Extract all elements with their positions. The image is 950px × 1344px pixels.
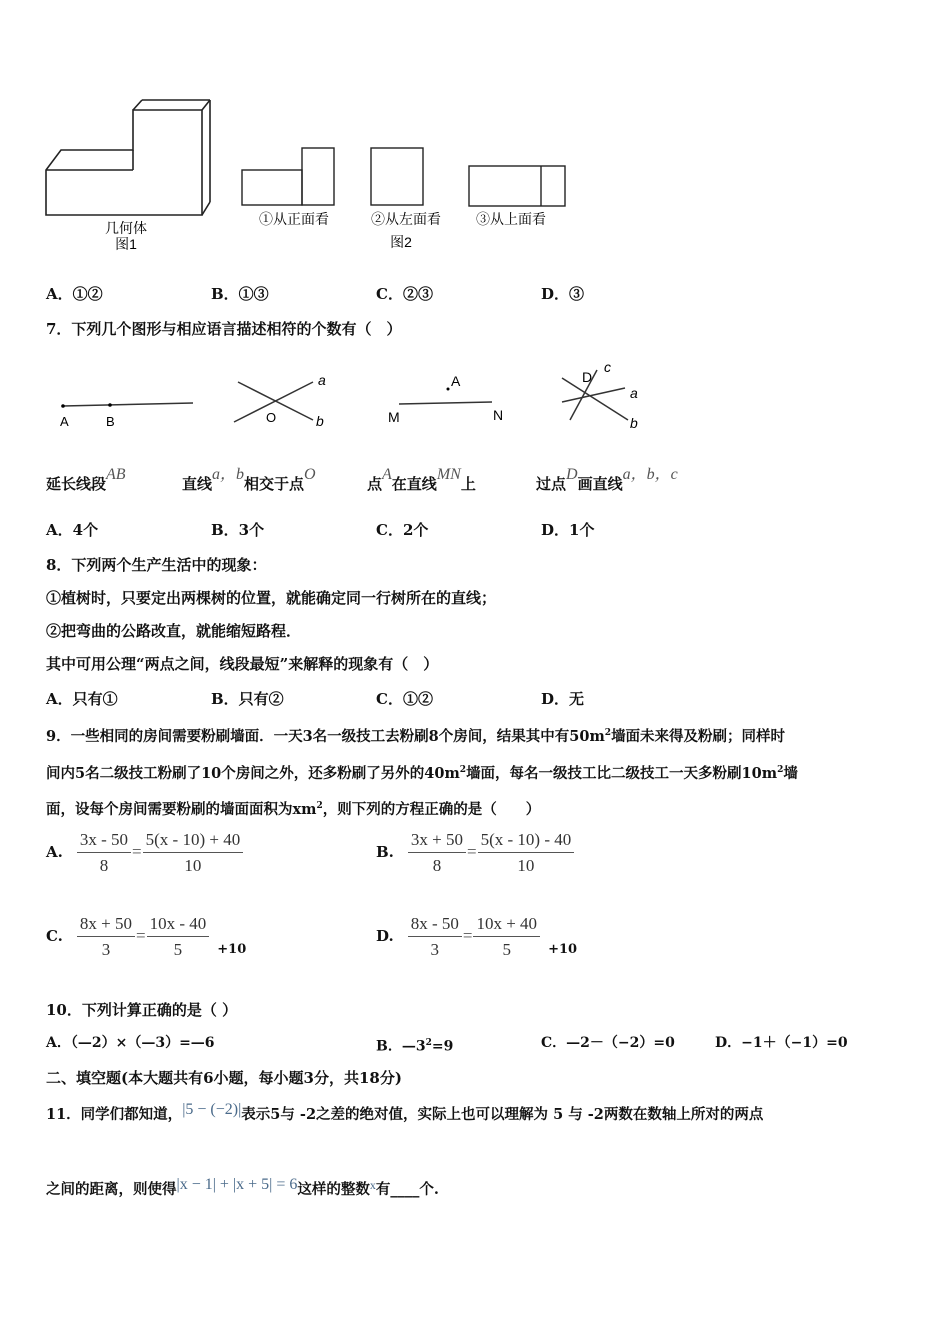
- figure-1-solid: [40, 95, 220, 255]
- q9-line-3: 面，设每个房间需要粉刷的墙面面积为$xm^2$，则下列的方程正确的是（ ）: [46, 800, 541, 818]
- q8-statement-2: ②把弯曲的公路改直，就能缩短路程．: [46, 622, 302, 640]
- q6-option-d[interactable]: D．③: [541, 285, 585, 303]
- q7-question: 7．下列几个图形与相应语言描述相符的个数有（ ）: [46, 320, 402, 338]
- q10-question: 10．下列计算正确的是（ ）: [46, 1001, 238, 1019]
- q6-option-b[interactable]: B．①③: [211, 285, 269, 303]
- q7-option-a[interactable]: A．4个: [46, 521, 99, 539]
- svg-text:A: A: [60, 414, 69, 429]
- q7-figure-three-lines: [550, 360, 650, 435]
- q8-statement-1: ①植树时，只要定出两棵树的位置，就能确定同一行树所在的直线；: [46, 589, 497, 607]
- svg-text:②从左面看: ②从左面看: [371, 211, 441, 227]
- svg-text:B: B: [106, 414, 115, 429]
- svg-text:图1: 图1: [115, 236, 137, 252]
- q9-option-c[interactable]: C. $\frac{8x + 50}{3}$ = $\frac{10x - 40}{5}$ +10: [46, 914, 247, 959]
- q9-option-a[interactable]: A. $\frac{3x - 50}{8}$ = $\frac{5(x - 10) + 40}{10}$: [46, 830, 243, 876]
- q8-question: 8．下列两个生产生活中的现象：: [46, 556, 267, 574]
- svg-text:a: a: [630, 385, 638, 401]
- q11-line-1: 11．同学们都知道，|5 − (−2)|表示5与 -2之差的绝对值，实际上也可以理解为 5 与 -2两数在数轴上所对的两点: [46, 1101, 764, 1123]
- q7-desc-3: 点A在直线MN上: [367, 466, 476, 493]
- q9-option-d[interactable]: D. $\frac{8x - 50}{3}$ = $\frac{10x + 40}{5}$ +10: [376, 914, 578, 959]
- q10-option-a[interactable]: A．（—2）×（—3）=—6: [46, 1035, 215, 1051]
- q8-option-c[interactable]: C．①②: [376, 690, 433, 708]
- q7-figure-point-line: [385, 368, 515, 428]
- section-2-heading: 二、填空题(本大题共有6小题，每小题3分，共18分): [46, 1069, 402, 1087]
- q9-option-b[interactable]: B. $\frac{3x + 50}{8}$ = $\frac{5(x - 10) - 40}{10}$: [376, 830, 574, 876]
- svg-text:①从正面看: ①从正面看: [259, 211, 329, 227]
- q7-desc-2: 直线a，b相交于点O: [182, 466, 316, 493]
- q8-option-a[interactable]: A．只有①: [46, 690, 118, 708]
- q7-figure-intersect: [228, 370, 338, 435]
- q7-figure-segment: [50, 390, 200, 435]
- svg-text:N: N: [493, 407, 504, 423]
- svg-text:M: M: [388, 409, 400, 425]
- q7-desc-1: 延长线段AB: [46, 466, 126, 493]
- q8-option-b[interactable]: B．只有②: [211, 690, 284, 708]
- svg-text:c: c: [604, 360, 611, 375]
- svg-text:③从上面看: ③从上面看: [476, 211, 546, 227]
- q10-option-d[interactable]: D．−1＋（−1）=0: [715, 1035, 848, 1051]
- q9-line-1: 9．一些相同的房间需要粉刷墙面．一天3名一级技工去粉刷8个房间，结果其中有$50m^2$墙面未来得及粉刷；同样时: [46, 727, 786, 745]
- svg-text:A: A: [451, 373, 461, 389]
- q6-option-c[interactable]: C．②③: [376, 285, 433, 303]
- q10-option-b[interactable]: B．$—3^2=9$: [376, 1038, 454, 1055]
- svg-text:D: D: [582, 369, 593, 385]
- q7-option-b[interactable]: B．3个: [211, 521, 265, 539]
- q7-desc-4: 过点D画直线a，b，c: [536, 466, 678, 493]
- q7-option-c[interactable]: C．2个: [376, 521, 429, 539]
- svg-text:b: b: [630, 415, 638, 431]
- svg-text:几何体: 几何体: [105, 220, 147, 236]
- svg-text:b: b: [316, 413, 324, 429]
- figure-2-views: [236, 140, 571, 255]
- q6-option-a[interactable]: A．①②: [46, 285, 103, 303]
- q8-prompt: 其中可用公理“两点之间，线段最短”来解释的现象有（ ）: [46, 655, 439, 673]
- svg-text:O: O: [266, 410, 277, 425]
- svg-text:a: a: [318, 372, 326, 388]
- q7-option-d[interactable]: D．1个: [541, 521, 595, 539]
- q11-line-2: 之间的距离，则使得|x − 1| + |x + 5| = 6这样的整数$^x$有____个.: [46, 1176, 439, 1198]
- svg-text:图2: 图2: [390, 234, 412, 250]
- q10-option-c[interactable]: C．—2－（−2）=0: [541, 1035, 675, 1051]
- q9-line-2: 间内5名二级技工粉刷了10个房间之外，还多粉刷了另外的$40m^2$墙面，每名一级技工比二级技工一天多粉刷$10m^2$墙: [46, 764, 798, 782]
- q8-option-d[interactable]: D．无: [541, 690, 585, 708]
